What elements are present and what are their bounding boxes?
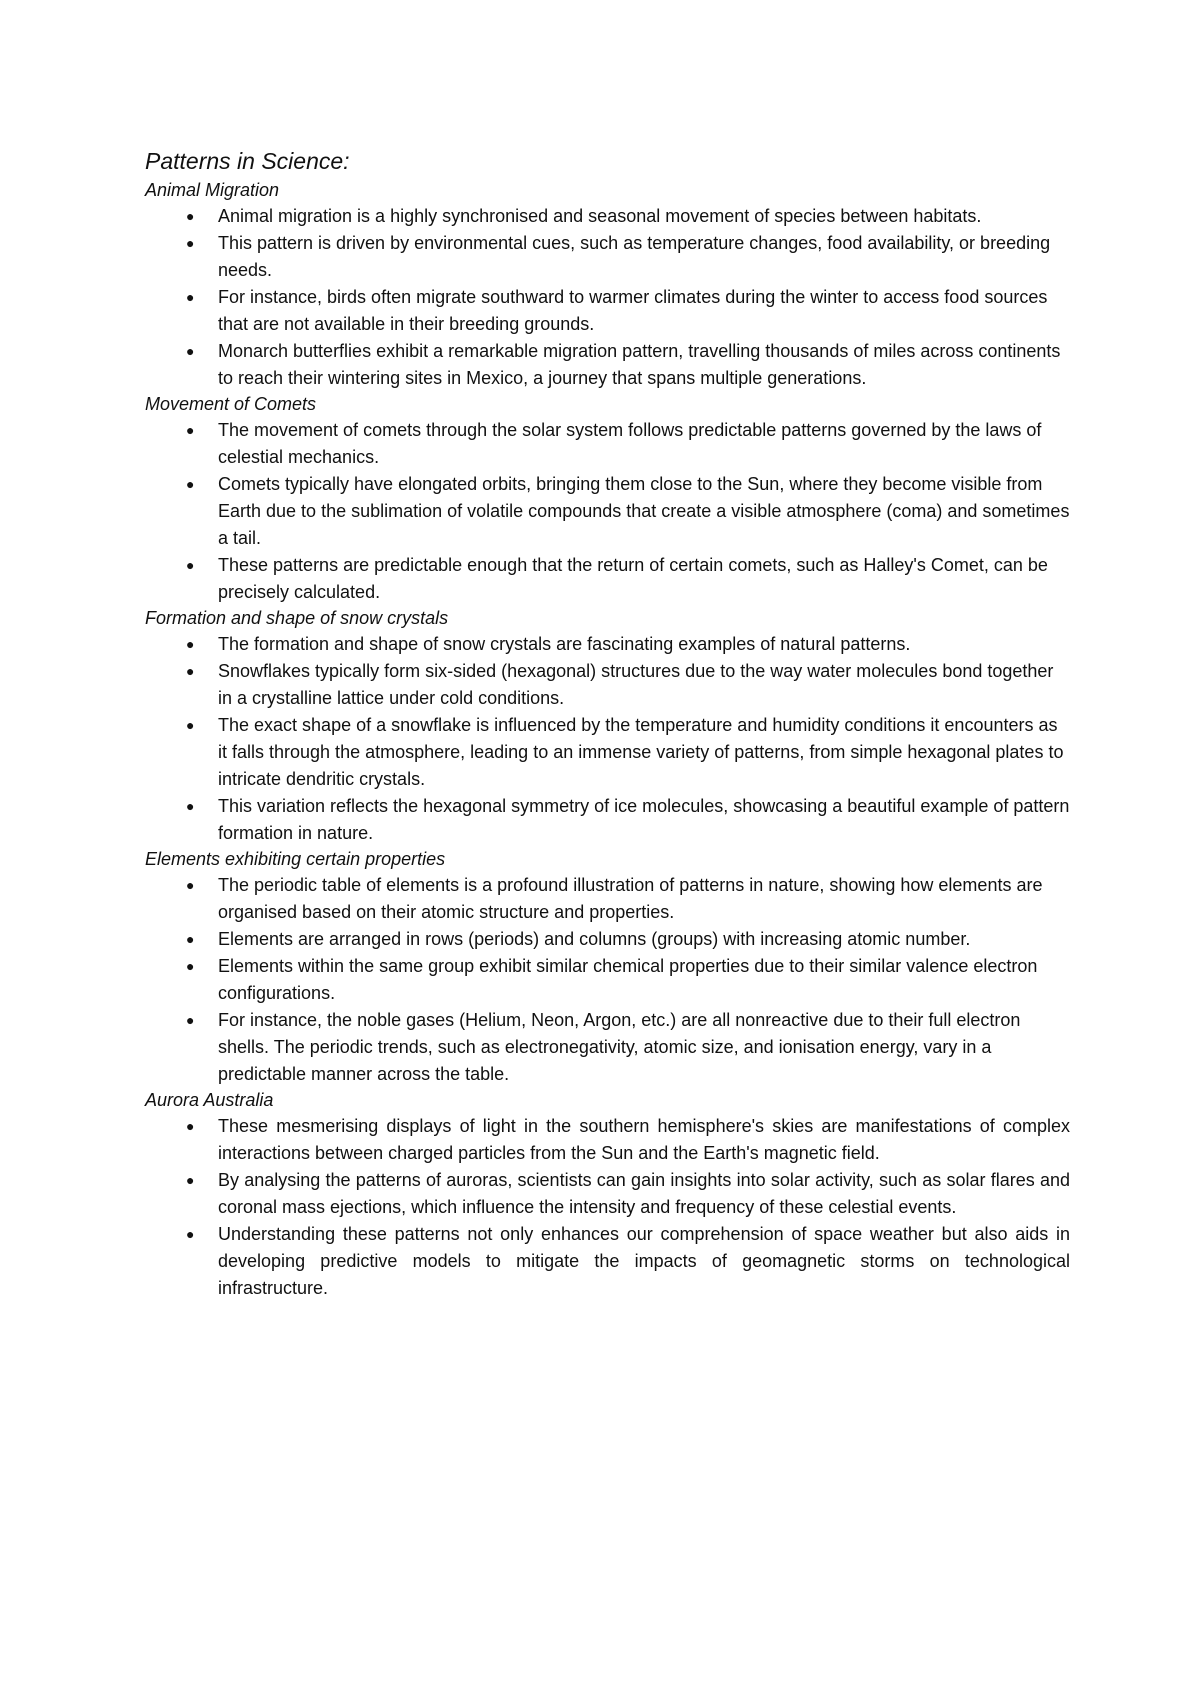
list-item [145,793,1070,847]
section-heading: Formation and shape of snow crystals [145,608,449,628]
section-heading: Aurora Australia [145,1090,274,1110]
bullet-icon: ● [186,557,195,573]
sections-container [145,178,1070,1302]
list-item [145,552,1070,606]
bullet-icon: ● [186,877,195,893]
list-item [145,658,1070,712]
bullet-text: Elements within the same group exhibit similar chemical properties due to their similar valence electron configurations. [218,956,1038,1003]
bullet-text: By analysing the patterns of auroras, scientists can gain insights into solar activity, such as solar flares and coronal mass ejections, which influence the intensity and frequency of these celestial events. [218,1170,1070,1217]
bullet-icon: ● [186,208,195,224]
bullet-text: This pattern is driven by environmental cues, such as temperature changes, food availability, or breeding needs. [218,233,1051,280]
bullet-icon: ● [186,422,195,438]
bullet-icon: ● [186,931,195,947]
bullet-text: Animal migration is a highly synchronised and seasonal movement of species between habitats. [218,206,982,226]
bullet-text: Snowflakes typically form six-sided (hexagonal) structures due to the way water molecules bond together in a crystalline lattice under cold conditions. [218,661,1054,708]
bullet-icon: ● [186,798,195,814]
bullet-text: The movement of comets through the solar system follows predictable patterns governed by the laws of celestial mechanics. [218,420,1042,467]
bullet-text: The formation and shape of snow crystals are fascinating examples of natural patterns. [218,634,911,654]
list-item [145,712,1070,793]
bullet-icon: ● [186,289,195,305]
bullet-list [145,417,1070,606]
bullet-text: For instance, the noble gases (Helium, Neon, Argon, etc.) are all nonreactive due to their full electron shells. The periodic trends, such as electronegativity, atomic size, and ionisation energy, vary in a predictable manner across the table. [218,1010,1021,1084]
page-title: Patterns in Science: [145,148,350,174]
bullet-icon: ● [186,958,195,974]
bullet-list [145,631,1070,847]
list-item [145,631,1070,658]
list-item [145,1007,1070,1088]
bullet-text: The exact shape of a snowflake is influenced by the temperature and humidity conditions it encounters as it falls through the atmosphere, leading to an immense variety of patterns, from simple hexagonal plates to intricate dendritic crystals. [218,715,1064,789]
list-item [145,471,1070,552]
bullet-icon: ● [186,235,195,251]
bullet-icon: ● [186,1118,195,1134]
bullet-icon: ● [186,1012,195,1028]
list-item [145,203,1070,230]
bullet-text: Understanding these patterns not only enhances our comprehension of space weather but also aids in developing predictive models to mitigate the impacts of geomagnetic storms on technological infrastructure. [218,1224,1070,1298]
bullet-text: The periodic table of elements is a profound illustration of patterns in nature, showing how elements are organised based on their atomic structure and properties. [218,875,1043,922]
bullet-icon: ● [186,343,195,359]
list-item [145,926,1070,953]
bullet-icon: ● [186,636,195,652]
bullet-icon: ● [186,717,195,733]
section-heading: Movement of Comets [145,394,317,414]
list-item [145,953,1070,1007]
list-item [145,1221,1070,1302]
bullet-list [145,1113,1070,1302]
bullet-icon: ● [186,1226,195,1242]
bullet-text: These patterns are predictable enough that the return of certain comets, such as Halley's Comet, can be precisely calculated. [218,555,1048,602]
list-item [145,1113,1070,1167]
bullet-text: Monarch butterflies exhibit a remarkable migration pattern, travelling thousands of miles across continents to reach their wintering sites in Mexico, a journey that spans multiple generations. [218,341,1061,388]
bullet-icon: ● [186,1172,195,1188]
list-item [145,417,1070,471]
bullet-text: These mesmerising displays of light in the southern hemisphere's skies are manifestations of complex interactions between charged particles from the Sun and the Earth's magnetic field. [218,1116,1070,1163]
bullet-text: Comets typically have elongated orbits, bringing them close to the Sun, where they become visible from Earth due to the sublimation of volatile compounds that create a visible atmosphere (coma) and sometimes a tail. [218,474,1070,548]
list-item [145,230,1070,284]
bullet-text: Elements are arranged in rows (periods) and columns (groups) with increasing atomic number. [218,929,971,949]
bullet-icon: ● [186,663,195,679]
list-item [145,338,1070,392]
list-item [145,284,1070,338]
section-heading: Elements exhibiting certain properties [145,849,446,869]
bullet-icon: ● [186,476,195,492]
bullet-text: For instance, birds often migrate southward to warmer climates during the winter to access food sources that are not available in their breeding grounds. [218,287,1048,334]
section-heading: Animal Migration [145,180,280,200]
bullet-list [145,872,1070,1088]
document-page [145,146,1070,1302]
list-item [145,872,1070,926]
list-item [145,1167,1070,1221]
bullet-list [145,203,1070,392]
bullet-text: This variation reflects the hexagonal symmetry of ice molecules, showcasing a beautiful example of pattern formation in nature. [218,796,1070,843]
